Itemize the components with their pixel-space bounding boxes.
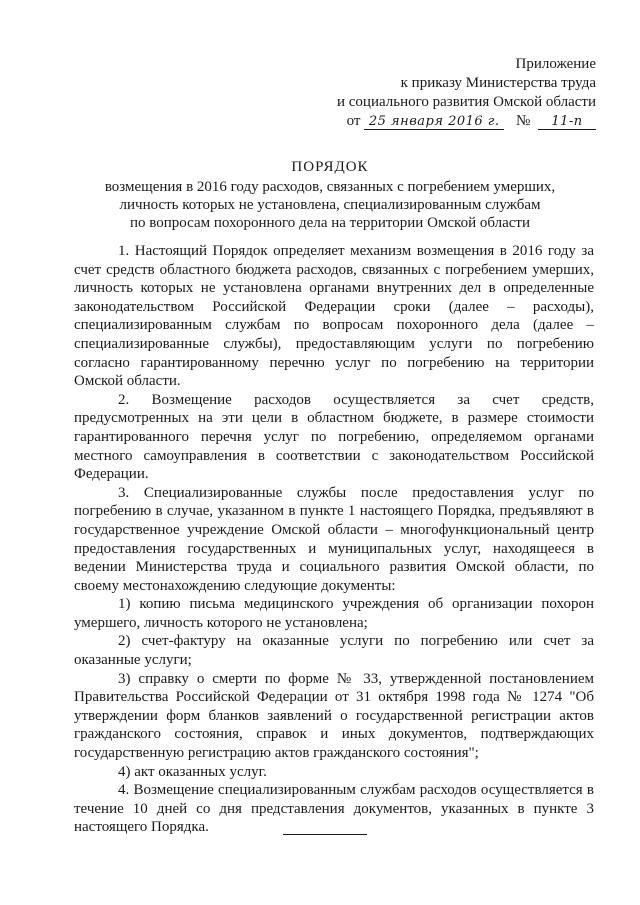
document-heading [60, 158, 600, 232]
order-date-line [337, 112, 596, 131]
heading-line-3: по вопросам похоронного дела на территории Омской области [129, 215, 530, 231]
list-item-3: 3) справку о смерти по форме № 33, утвержденной постановлением Правительства Российской Федерации от 31 октября 1998 года № 1274 "Об утверждении форм бланков заявлений о государственной регистрации актов гражданского состояния, справок и иных документов, подтверждающих государственную регистрацию актов гражданского состояния"; [74, 670, 594, 762]
handwritten-order-number: 11-п [538, 114, 596, 130]
list-item-1: 1) копию письма медицинского учреждения об организации похорон умершего, личность которого не установлена; [74, 596, 594, 631]
paragraph-4: 4. Возмещение специализированным службам расходов осуществляется в течение 10 дней со дня представления документов, указанных в пункте 3 настоящего Порядка. [74, 782, 594, 836]
paragraph-2: 2. Возмещение расходов осуществляется за счет средств, предусмотренных на эти цели в областном бюджете, в размере стоимости гарантированного перечня услуг по погребению, определяемом органами местного самоуправления в соответствии с законодательством Российской Федерации. [74, 391, 594, 483]
heading-line-1: возмещения в 2016 году расходов, связанных с погребением умерших, [104, 179, 556, 195]
list-item-4: 4) акт оказанных услуг. [118, 763, 267, 780]
list-item-2: 2) счет-фактуру на оказанные услуги по погребению или счет за оказанные услуги; [74, 633, 594, 669]
closing-divider [283, 834, 367, 835]
document-title: ПОРЯДОК [291, 159, 369, 175]
appendix-line-3: и социального развития Омской области [336, 94, 596, 110]
handwritten-date: 25 января 2016 г. [364, 114, 504, 130]
paragraph-1: 1. Настоящий Порядок определяет механизм возмещения в 2016 году за счет средств областного бюджета расходов, связанных с погребением умерших, личность которых не установлена органами внутренних дел в определенные законодательством Российской Федерации сроки (далее – расходы), специализированным службам по вопросам похоронного дела (далее – специализированные службы), предоставляющим услуги по погребению согласно гарантированному перечню услуг по погребению на территории Омской области. [74, 243, 594, 390]
appendix-line-2: к приказу Министерства труда [400, 75, 596, 91]
number-sign: № [515, 113, 531, 129]
date-prefix: от [346, 113, 361, 129]
appendix-line-1: Приложение [515, 56, 596, 72]
document-body [74, 242, 594, 837]
appendix-header [337, 55, 596, 131]
paragraph-3: 3. Специализированные службы после предоставления услуг по погребению в случае, указанном в пункте 1 настоящего Порядка, предъявляют в государственное учреждение Омской области – многофункциональный центр предоставления государственных и муниципальных услуг, находящееся в ведении Министерства труда и социального развития Омской области, по своему местонахождению следующие документы: [74, 484, 594, 594]
heading-line-2: личность которых не установлена, специализированным службам [119, 197, 541, 213]
